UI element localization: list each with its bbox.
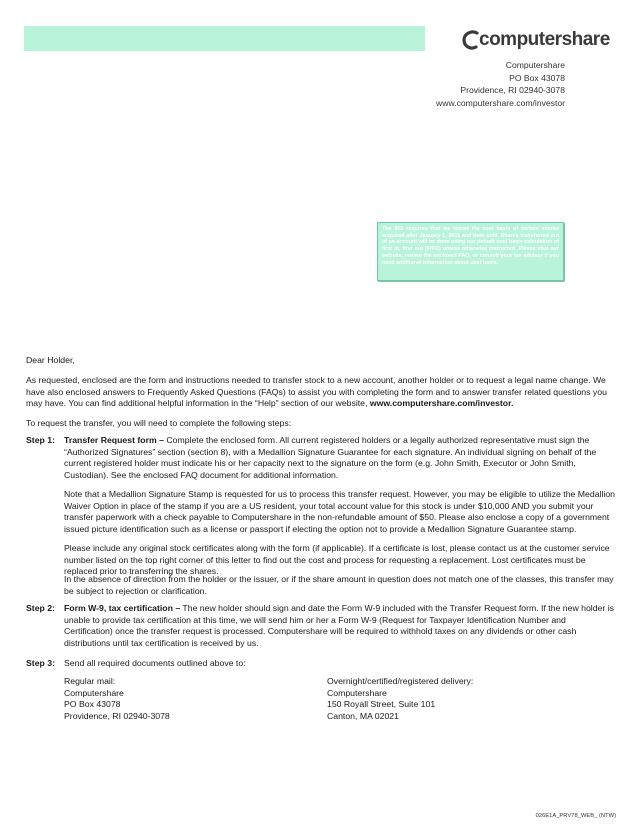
regular-mail-line: Computershare [64,687,124,698]
step2-title: Form W-9, tax certification – [64,603,181,613]
overnight-line: Computershare [327,687,387,698]
computershare-logo [462,28,610,52]
step2-label: Step 2: [26,603,55,613]
overnight-line: Overnight/certified/registered delivery: [327,676,474,686]
step1-text: Complete the enclosed form. All current registered holders or a legally authorized representative must sign the “Authorized Signatures” section (section 8), with a Medallion Signature Guarantee for each signature. An individual signing on behalf of the current registered holder must indicate his or her capacity next to the signature on the form (e.g. John Smith, Executor or John Smith, Custodian). See the enclosed FAQ document for additional information. [64,435,597,480]
intro-text: As requested, enclosed are the form and instructions needed to transfer stock to a new account, another holder or to request a legal name change. We have also enclosed answers to Frequently Asked Questions (FAQs) to assist you with completing the form and to answer transfer related questions you may have. You can find additional helpful information in the “Help” section of our website, [26,375,607,409]
logo-text: computershare [479,29,610,50]
overnight-delivery-address [327,676,473,722]
regular-mail-address [64,676,170,722]
step2-paragraph [64,603,616,649]
address-line: Providence, RI 02940-3078 [460,85,565,96]
address-line: PO Box 43078 [509,72,565,83]
greeting: Dear Holder, [26,355,75,365]
step2-text: The new holder should sign and date the Form W-9 included with the Transfer Request form. If the new holder is unable to provide tax certification at this time, we will send him or her a Form W-9 (Request for Taxpayer Identification Number and Certification) once the transfer request is processed. Computershare will be required to withhold taxes on any dividends or other cash distributions until tax certification is received by us. [64,603,614,648]
step3-label: Step 3: [26,658,55,668]
form-code-footer: 026E1A_PRV78_WEB_ (NTW) [535,813,616,819]
step1-title: Transfer Request form – [64,435,164,445]
steps-intro: To request the transfer, you will need to complete the following steps: [26,418,292,428]
header-color-band [24,26,425,51]
computershare-logo-icon [462,29,480,51]
overnight-line: 150 Royall Street, Suite 101 [327,699,436,710]
step1-medallion-note: Note that a Medallion Signature Stamp is requested for us to process this transfer request. However, you may be eligible to utilize the Medallion Waiver Option in place of the stamp if you are a US resident, your total account value for this stock is under $10,000 AND you submit your transfer paperwork with a check payable to Computershare in the non-refundable amount of $50. Please also enclose a copy of a government issued picture identification such as a license or passport if electing the option not to provide a Medallion Signature Guarantee stamp. [64,489,615,534]
return-address [436,59,565,109]
step1-certificates-note: Please include any original stock certificates along with the form (if applicable). If a certificate is lost, please contact us at the customer service number listed on the top right corner of this letter to find out the cost and process for requesting a replacement. Lost certificates must be replaced prior to transferring the shares. [64,543,610,577]
regular-mail-line: Providence, RI 02940-3078 [64,710,170,721]
address-line: Computershare [505,60,565,70]
website-link[interactable]: www.computershare.com/investor. [369,398,514,409]
step1-rejection-note: In the absence of direction from the holder or the issuer, or if the share amount in question does not match one of the classes, this transfer may be subject to rejection or clarification. [64,574,614,596]
irs-cost-basis-notice: The IRS requires that we report the cost basis of certain shares acquired after January 1, 2011 and then sold. Shares transferred out of an account will be done using our default cost basis calculation of first in, first out (FIFO) unless otherwise instructed. Please visit our website, review the enclosed FAQ, or consult your tax advisor if you need additional information about cost basis. [377,222,564,281]
address-website: www.computershare.com/investor [436,97,565,108]
regular-mail-line: Regular mail: [64,676,116,686]
overnight-line: Canton, MA 02021 [327,710,399,721]
intro-paragraph [26,375,616,410]
step1-paragraph [64,435,616,481]
regular-mail-line: PO Box 43078 [64,699,121,710]
step1-label: Step 1: [26,435,55,445]
step3-text: Send all required documents outlined above to: [64,658,246,668]
